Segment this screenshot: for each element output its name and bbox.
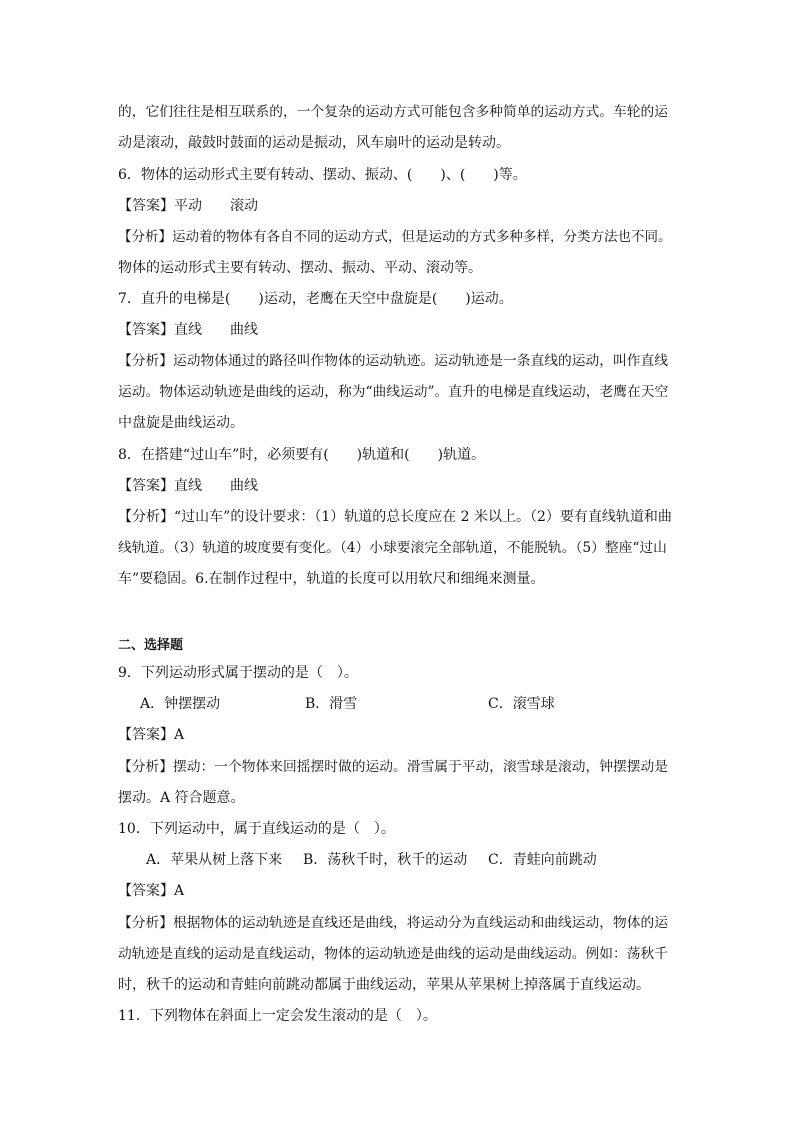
option-b: B．滑雪 (305, 696, 358, 712)
analysis-10-line: 动轨迹是直线的运动是直线运动，物体的运动轨迹是曲线的运动是曲线运动。例如：荡秋千 (118, 946, 669, 962)
analysis-8-line: 线轨道。（3）轨道的坡度要有变化。（4）小球要滚完全部轨道，不能脱轨。（5）整座“过山 (118, 540, 667, 556)
analysis-7-line: 中盘旋是曲线运动。 (118, 415, 244, 431)
analysis-9-line: 摆动。A 符合题意。 (118, 790, 245, 806)
analysis-7-line: 【分析】运动物体通过的路径叫作物体的运动轨迹。运动轨迹是一条直线的运动，叫作直线 (118, 353, 669, 369)
answer-6: 【答案】平动 滚动 (118, 198, 258, 214)
analysis-10-line: 【分析】根据物体的运动轨迹是直线还是曲线，将运动分为直线运动和曲线运动，物体的运 (118, 915, 669, 931)
option-c: C．滚雪球 (488, 696, 555, 712)
paragraph-line: 的，它们往往是相互联系的，一个复杂的运动方式可能包含多种简单的运动方式。车轮的运 (118, 104, 669, 120)
question-6: 6．物体的运动形式主要有转动、摆动、振动、( )、( )等。 (118, 167, 527, 183)
option-a: A．苹果从树上落下来 (146, 852, 283, 868)
answer-9: 【答案】A (118, 727, 185, 743)
answer-7: 【答案】直线 曲线 (118, 322, 258, 338)
answer-8: 【答案】直线 曲线 (118, 478, 258, 494)
option-a: A．钟摆摆动 (140, 696, 221, 712)
analysis-7-line: 运动。物体运动轨迹是曲线的运动，称为“曲线运动”。直升的电梯是直线运动，老鹰在天空 (118, 384, 669, 400)
option-c: C．青蛙向前跳动 (488, 852, 597, 868)
analysis-9-line: 【分析】摆动：一个物体来回摇摆时做的运动。滑雪属于平动，滚雪球是滚动，钟摆摆动是 (118, 759, 669, 775)
analysis-10-line: 时，秋千的运动和青蛙向前跳动都属于曲线运动，苹果从苹果树上掉落属于直线运动。 (118, 977, 650, 993)
analysis-6-line: 【分析】运动着的物体有各自不同的运动方式，但是运动的方式多种多样，分类方法也不同。 (118, 229, 672, 245)
question-7: 7．直升的电梯是( )运动，老鹰在天空中盘旋是( )运动。 (118, 291, 513, 307)
analysis-8-line: 【分析】“过山车”的设计要求：（1）轨道的总长度应在 2 米以上。（2）要有直线轨道和曲 (118, 509, 672, 525)
answer-10: 【答案】A (118, 883, 185, 899)
question-10: 10．下列运动中，属于直线运动的是（ ）。 (118, 821, 395, 837)
question-11: 11．下列物体在斜面上一定会发生滚动的是（ ）。 (118, 1008, 437, 1024)
analysis-6-line: 物体的运动形式主要有转动、摆动、振动、平动、滚动等。 (118, 260, 482, 276)
question-9: 9．下列运动形式属于摆动的是（ ）。 (118, 665, 358, 681)
option-b: B．荡秋千时，秋千的运动 (303, 852, 468, 868)
analysis-8-line: 车”要稳固。6.在制作过程中，轨道的长度可以用软尺和细绳来测量。 (118, 571, 545, 587)
question-8: 8．在搭建“过山车”时，必须要有( )轨道和( )轨道。 (118, 447, 486, 463)
paragraph-line: 动是滚动，敲鼓时鼓面的运动是振动，风车扇叶的运动是转动。 (118, 135, 510, 151)
section-heading: 二、选择题 (118, 638, 184, 653)
